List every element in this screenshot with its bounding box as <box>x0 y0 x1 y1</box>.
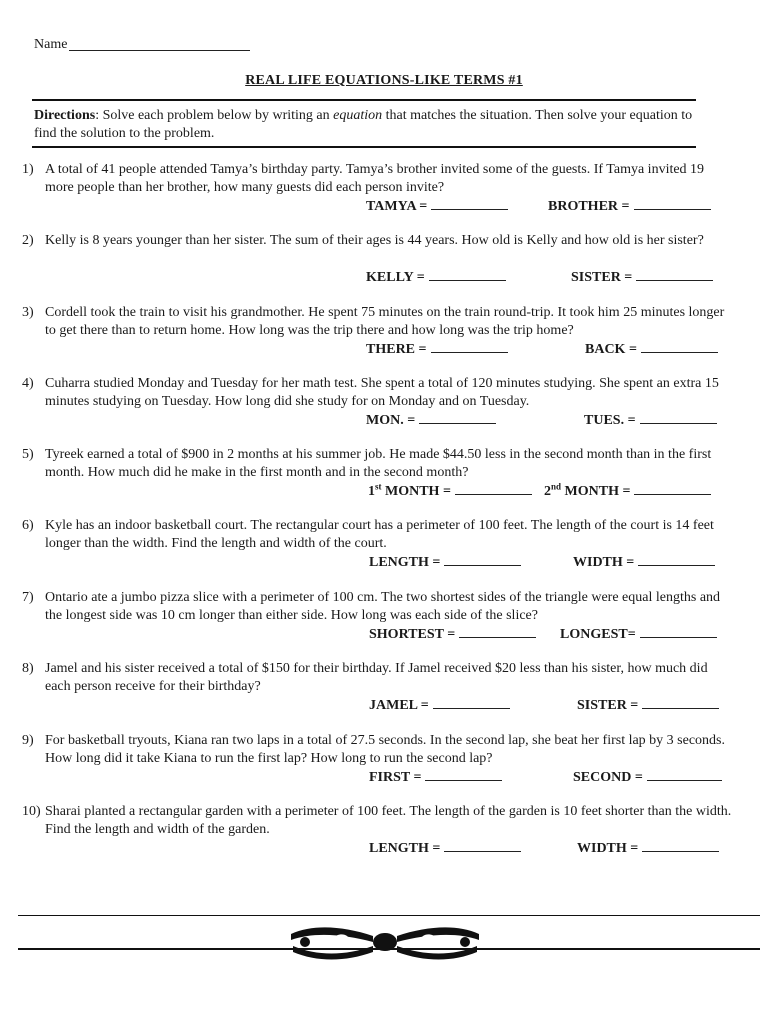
answer-1: FIRST = <box>369 768 502 787</box>
answer-1: JAMEL = <box>369 696 510 715</box>
problem-text: Tyreek earned a total of $900 in 2 months at his summer job. He made $44.50 less in the second month than in the first month. How much did he make in the first month and in the second month? <box>45 447 712 480</box>
problem-text: Cuharra studied Monday and Tuesday for her math test. She spent a total of 120 minutes studying. She spent an extra 15 minutes studying on Tuesday. How long did she study for on Monday and on Tuesday. <box>45 376 719 409</box>
answer-1: SHORTEST = <box>369 625 536 644</box>
answer-1: MON. = <box>366 411 496 430</box>
swirl-ornament-icon <box>283 922 487 968</box>
problem-text: Kelly is 8 years younger than her sister. The sum of their ages is 44 years. How old is Kelly and how old is her sister? <box>45 233 704 248</box>
answer-blank[interactable] <box>444 553 521 566</box>
answer-blank[interactable] <box>455 482 532 495</box>
answer-blank[interactable] <box>638 553 715 566</box>
answer-blank[interactable] <box>640 625 717 638</box>
problem-number: 9) <box>22 733 34 748</box>
answer-2: WIDTH = <box>573 553 715 572</box>
answer-blank[interactable] <box>431 340 508 353</box>
answer-2: TUES. = <box>584 411 717 430</box>
problem-text: Kyle has an indoor basketball court. The rectangular court has a perimeter of 100 feet. The length of the court is 14 feet longer than the width. Find the length and width of the court. <box>45 518 714 551</box>
problem-text: Jamel and his sister received a total of $150 for their birthday. If Jamel received $20 less than his sister, how much did each person receive for their birthday? <box>45 661 708 694</box>
answer-blank[interactable] <box>444 839 521 852</box>
problem-number: 10) <box>22 804 41 819</box>
answer-1: LENGTH = <box>369 553 521 572</box>
answer-blank[interactable] <box>634 482 711 495</box>
answer-blank[interactable] <box>425 768 502 781</box>
problem-number: 5) <box>22 447 34 462</box>
answer-2: LONGEST= <box>560 625 717 644</box>
footer-rule-bottom <box>18 948 760 950</box>
answer-blank[interactable] <box>647 768 722 781</box>
problem-number: 8) <box>22 661 34 676</box>
directions-emphasis: equation <box>333 108 383 123</box>
problem-number: 2) <box>22 233 34 248</box>
problem-text: Sharai planted a rectangular garden with a perimeter of 100 feet. The length of the garden is 10 feet shorter than the width. Find the length and width of the garden. <box>45 804 732 837</box>
answer-blank[interactable] <box>419 411 496 424</box>
answer-blank[interactable] <box>429 268 506 281</box>
answer-2: SISTER = <box>571 268 713 287</box>
answer-2: SECOND = <box>573 768 722 787</box>
problem-number: 7) <box>22 590 34 605</box>
problem-number: 3) <box>22 305 34 320</box>
answer-2: BACK = <box>585 340 718 359</box>
name-label: Name <box>34 37 68 52</box>
problem-text: A total of 41 people attended Tamya’s birthday party. Tamya’s brother invited some of the guests. If Tamya invited 19 more people than her brother, how many guests did each person invite? <box>45 162 705 195</box>
problem-number: 4) <box>22 376 34 391</box>
directions-bottom-rule <box>32 146 696 148</box>
answer-blank[interactable] <box>634 197 711 210</box>
problem-text: Cordell took the train to visit his grandmother. He spent 75 minutes on the train round-trip. It took him 25 minutes longer to get there than to return home. How long was the trip there and how long was the trip home? <box>45 305 725 338</box>
footer-rule-top <box>18 915 760 916</box>
directions-top-rule <box>32 99 696 101</box>
answer-blank[interactable] <box>459 625 536 638</box>
answer-2: SISTER = <box>577 696 719 715</box>
worksheet-title: REAL LIFE EQUATIONS-LIKE TERMS #1 <box>245 73 523 88</box>
answer-blank[interactable] <box>642 696 719 709</box>
answer-blank[interactable] <box>433 696 510 709</box>
problem-text: For basketball tryouts, Kiana ran two laps in a total of 27.5 seconds. In the second lap, she beat her first lap by 3 seconds. How long did it take Kiana to run the first lap? How long to run the second lap? <box>45 733 726 766</box>
answer-1: TAMYA = <box>366 197 508 216</box>
answer-1: LENGTH = <box>369 839 521 858</box>
name-blank-line[interactable] <box>69 50 250 51</box>
answer-2: BROTHER = <box>548 197 711 216</box>
directions-part-1: : Solve each problem below by writing an <box>95 108 334 123</box>
answer-2: 2nd MONTH = <box>544 482 711 501</box>
answer-1: 1st MONTH = <box>368 482 532 501</box>
answer-blank[interactable] <box>642 839 719 852</box>
directions-label: Directions <box>34 108 96 123</box>
directions-part-2: that matches the situation. Then solve your equation to find the solution to the problem. <box>34 108 693 141</box>
problem-text: Ontario ate a jumbo pizza slice with a perimeter of 100 cm. The two shortest sides of the triangle were equal lengths and the longest side was 10 cm longer than either side. How long was each side of the slice? <box>45 590 721 623</box>
problem-number: 6) <box>22 518 34 533</box>
answer-blank[interactable] <box>636 268 713 281</box>
answer-2: WIDTH = <box>577 839 719 858</box>
answer-blank[interactable] <box>640 411 717 424</box>
answer-blank[interactable] <box>431 197 508 210</box>
answer-1: THERE = <box>366 340 508 359</box>
directions-text <box>34 107 694 143</box>
answer-1: KELLY = <box>366 268 506 287</box>
problem-number: 1) <box>22 162 34 177</box>
answer-blank[interactable] <box>641 340 718 353</box>
